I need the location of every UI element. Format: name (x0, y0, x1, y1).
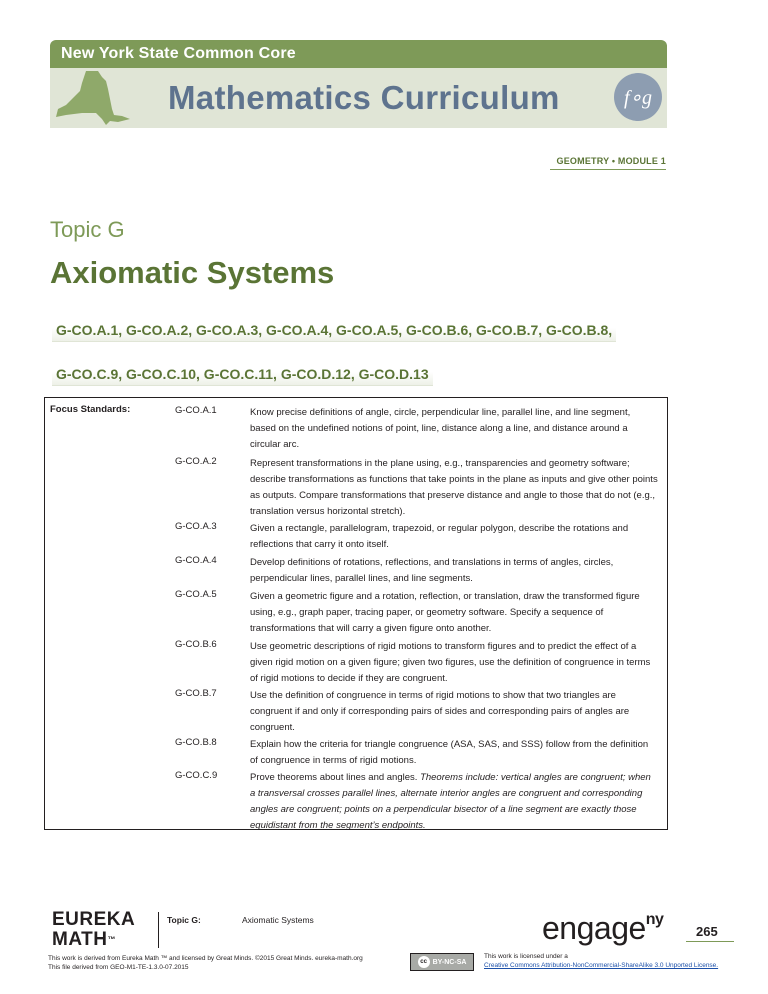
standard-description: Use the definition of congruence in terms of rigid motions to show that two triangles are congruent if and only if corresponding pairs of sides and corresponding pairs of angles are congruent. (250, 690, 630, 733)
function-composition-logo: f∘g (614, 73, 662, 121)
curriculum-title: Mathematics Curriculum (168, 79, 560, 116)
module-label: GEOMETRY • MODULE 1 (556, 156, 666, 166)
standard-description-italic: Theorems include: vertical angles are congruent; when a transversal crosses parallel lines, alternate interior angles are congruent and corresponding angles are congruent; points on a perpendicular bisector of a line segment are exactly those equidistant from the segment’s endpoints. (250, 772, 651, 831)
topic-label: Topic G (50, 217, 125, 242)
standard-description: Use geometric descriptions of rigid motions to transform figures and to predict the effect of a given rigid motion on a given figure; given two figures, use the definition of congruence in terms of rigid motions to decide if they are congruent. (250, 641, 651, 684)
engage-ny-sup: ny (645, 911, 664, 928)
banner-top-bar (50, 40, 667, 68)
focus-standards-table (44, 397, 668, 830)
page-number-rule (686, 941, 734, 942)
standard-code: G-CO.C.9 (175, 770, 218, 781)
standard-code: G-CO.A.1 (175, 405, 217, 416)
standards-list-line-1: G-CO.A.1, G-CO.A.2, G-CO.A.3, G-CO.A.4, G-CO.A.5, G-CO.B.6, G-CO.B.7, G-CO.B.8, (52, 319, 616, 342)
standard-description-plain: Prove theorems about lines and angles. (250, 772, 421, 783)
license-link[interactable]: Creative Commons Attribution-NonCommercial-ShareAlike 3.0 Unported License. (484, 962, 719, 969)
standard-description: Explain how the criteria for triangle congruence (ASA, SAS, and SSS) follow from the definition of congruence in terms of rigid motions. (250, 739, 649, 766)
new-york-state-icon (52, 69, 132, 127)
standard-code: G-CO.A.4 (175, 555, 217, 566)
standard-description: Represent transformations in the plane using, e.g., transparencies and geometry software; describe transformations as functions that take points in the plane as inputs and give other points as outputs. Compare transformations that preserve distance and angle to those that do not (e.g., translation versus horizontal stretch). (250, 458, 658, 517)
eureka-logo-line-2 (52, 930, 135, 950)
topic-title: Axiomatic Systems (50, 255, 335, 290)
banner-top-text: New York State Common Core (61, 45, 296, 62)
cc-icon: cc (418, 956, 430, 968)
standard-description: Develop definitions of rotations, reflections, and translations in terms of angles, circles, perpendicular lines, parallel lines, and line segments. (250, 557, 614, 584)
eureka-math-logo (52, 910, 135, 950)
page-number: 265 (696, 924, 718, 939)
derived-notice-line-1: This work is derived from Eureka Math ™ and licensed by Great Minds. ©2015 Great Minds. eureka-math.org (48, 955, 363, 962)
standard-code: G-CO.B.6 (175, 639, 217, 650)
standard-code: G-CO.A.2 (175, 456, 217, 467)
standard-description: Given a geometric figure and a rotation, reflection, or translation, draw the transformed figure using, e.g., graph paper, tracing paper, or geometry software. Specify a sequence of transformations that will carry a given figure onto another. (250, 591, 640, 634)
eureka-logo-line-1: EUREKA (52, 909, 136, 930)
derived-notice-line-2: This file derived from GEO-M1-TE-1.3.0-07.2015 (48, 964, 189, 971)
license-line-1: This work is licensed under a (484, 953, 568, 960)
standard-description: Given a rectangle, parallelogram, trapezoid, or regular polygon, describe the rotations and reflections that carry it onto itself. (250, 523, 629, 550)
footer-topic-label: Topic G: (167, 915, 201, 925)
standard-description (250, 770, 658, 834)
standard-code: G-CO.B.7 (175, 688, 217, 699)
standard-code: G-CO.A.5 (175, 589, 217, 600)
license-notice (484, 952, 754, 970)
engage-text: engage (542, 910, 646, 946)
creative-commons-badge[interactable] (410, 953, 474, 971)
engageny-logo (542, 910, 663, 947)
derived-notice (48, 954, 363, 972)
eureka-logo-tm: ™ (107, 935, 116, 944)
footer-divider (158, 912, 159, 948)
footer-topic-name: Axiomatic Systems (242, 915, 314, 925)
standard-code: G-CO.A.3 (175, 521, 217, 532)
eureka-logo-math: MATH (52, 929, 108, 950)
focus-standards-label: Focus Standards: (50, 404, 131, 415)
standards-list-line-2: G-CO.C.9, G-CO.C.10, G-CO.C.11, G-CO.D.12, G-CO.D.13 (52, 363, 433, 386)
standard-description: Know precise definitions of angle, circle, perpendicular line, parallel line, and line segment, based on the undefined notions of point, line, distance along a line, and distance around a circular arc. (250, 407, 631, 450)
cc-badge-text: BY-NC-SA (432, 958, 467, 966)
module-rule (550, 169, 666, 170)
standard-code: G-CO.B.8 (175, 737, 217, 748)
